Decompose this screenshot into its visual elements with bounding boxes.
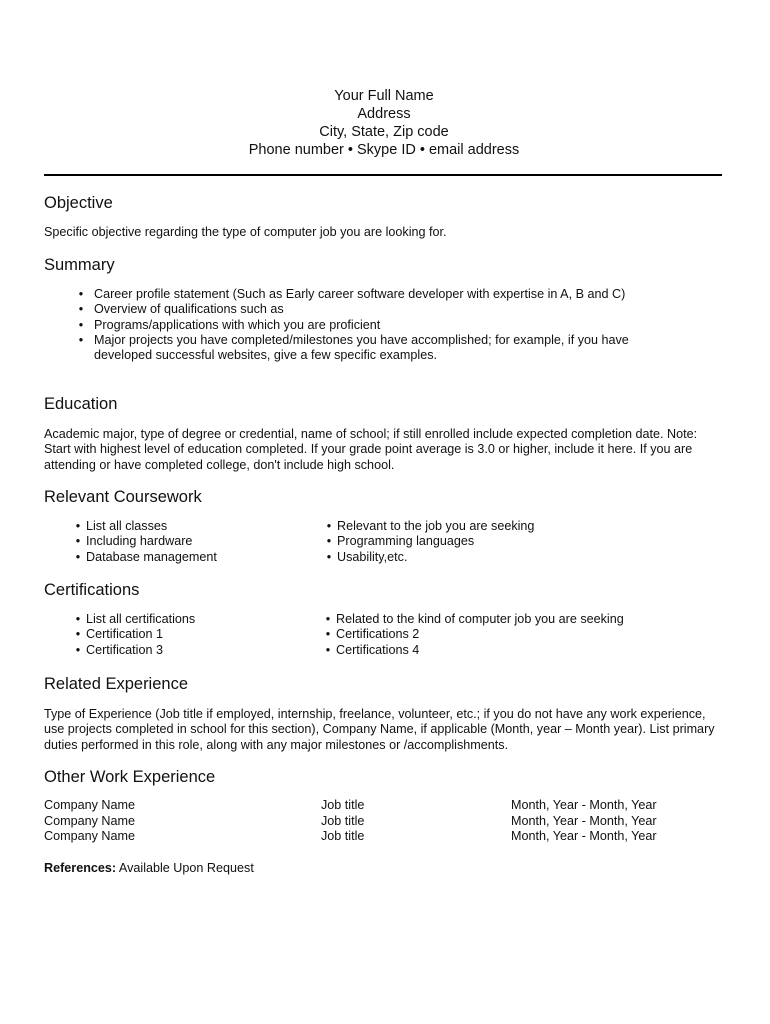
list-item: • Database management (75, 549, 217, 564)
list-item: • Usability,etc. (326, 549, 408, 564)
coursework-list-left (74, 519, 314, 565)
certifications-list-right (324, 612, 704, 658)
resume-header (0, 87, 768, 159)
education-text: Academic major, type of degree or credential, name of school; if still enrolled include expected completion date. Note: Start with highest level of education completed. If your grade point average is 3.0 or higher, include it here. If you are attending or have completed college, don't include high school. (44, 427, 698, 472)
bullet-icon: • (75, 549, 81, 564)
list-item: • Relevant to the job you are seeking (326, 519, 535, 533)
list-item: • Programming languages (326, 534, 475, 549)
work-history-table (44, 798, 724, 845)
job-title: Job title (321, 813, 365, 828)
summary-heading: Summary (44, 256, 115, 274)
education-heading: Education (44, 395, 118, 413)
bullet-icon: • (325, 612, 331, 626)
company-name: Company Name (44, 829, 135, 843)
list-item: • List all classes (75, 519, 168, 533)
job-title: Job title (321, 798, 365, 812)
bullet-icon: • (326, 549, 332, 564)
date-range: Month, Year - Month, Year (511, 829, 657, 843)
list-item: • List all certifications (75, 612, 196, 626)
list-item: • Including hardware (75, 534, 193, 549)
references-value: Available Upon Request (118, 861, 254, 875)
list-item: • Major projects you have completed/milestones you have accomplished; for example, if you have developed successful websites, give a few specific examples. (75, 333, 645, 364)
company-name: Company Name (44, 798, 135, 812)
other-work-heading: Other Work Experience (44, 768, 216, 786)
header-divider (44, 174, 722, 176)
related-experience-heading: Related Experience (44, 675, 189, 693)
list-item: • Certifications 2 (325, 627, 420, 642)
bullet-icon: • (75, 642, 81, 657)
references-line (44, 861, 254, 876)
table-row (44, 829, 724, 845)
date-range: Month, Year - Month, Year (511, 813, 657, 828)
contact-line: Phone number • Skype ID • email address (248, 142, 520, 158)
certifications-list-left (74, 612, 314, 658)
full-name: Your Full Name (334, 88, 434, 104)
references-label: References: (44, 861, 117, 875)
bullet-icon: • (78, 287, 84, 301)
bullet-icon: • (78, 317, 84, 332)
bullet-icon: • (325, 642, 331, 657)
summary-list (75, 287, 645, 363)
list-item: • Certification 1 (75, 627, 163, 642)
list-item: • Certification 3 (75, 642, 163, 657)
list-item: • Overview of qualifications such as (75, 302, 645, 317)
list-item: • Programs/applications with which you are proficient (75, 318, 645, 333)
bullet-icon: • (75, 612, 81, 626)
bullet-icon: • (326, 519, 332, 533)
address: Address (357, 106, 411, 122)
bullet-icon: • (78, 332, 84, 347)
city-state-zip: City, State, Zip code (319, 124, 449, 140)
job-title: Job title (321, 829, 365, 843)
bullet-icon: • (325, 627, 331, 642)
date-range: Month, Year - Month, Year (511, 798, 657, 812)
bullet-icon: • (75, 519, 81, 533)
objective-heading: Objective (44, 194, 113, 212)
list-item: • Career profile statement (Such as Early career software developer with expertise in A, B and C) (75, 287, 645, 302)
bullet-icon: • (326, 534, 332, 549)
bullet-icon: • (75, 534, 81, 549)
certifications-heading: Certifications (44, 581, 140, 599)
list-item: • Certifications 4 (325, 642, 420, 657)
company-name: Company Name (44, 813, 135, 828)
related-experience-text: Type of Experience (Job title if employed, internship, freelance, volunteer, etc.; if you do not have any work experience, use projects completed in school for this section), Company Name, if applicable (Month, year – Month year). List primary duties performed in this role, along with any major milestones or /accomplishments. (44, 707, 715, 752)
list-item: • Related to the kind of computer job you are seeking (325, 612, 624, 626)
bullet-icon: • (75, 627, 81, 642)
table-row (44, 814, 724, 830)
objective-text: Specific objective regarding the type of computer job you are looking for. (44, 225, 447, 239)
bullet-icon: • (78, 302, 84, 317)
coursework-heading: Relevant Coursework (44, 488, 202, 506)
table-row (44, 798, 724, 814)
coursework-list-right (325, 519, 685, 565)
